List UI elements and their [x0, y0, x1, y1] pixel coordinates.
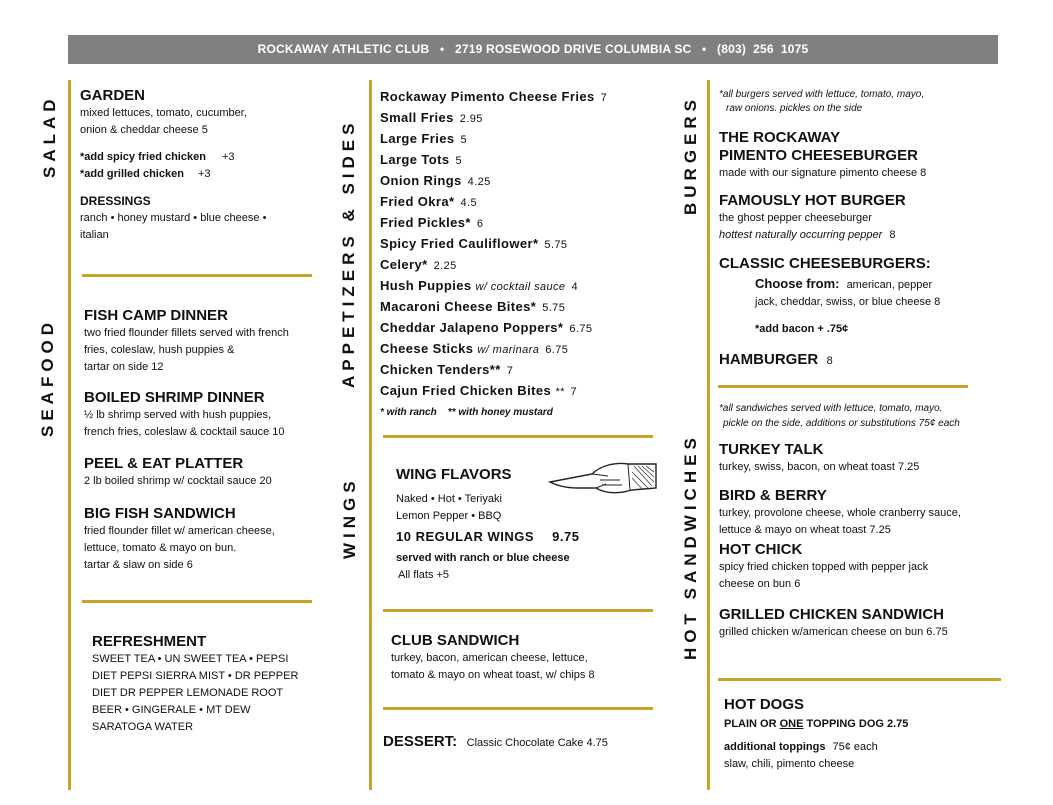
appetizer-item — [380, 276, 670, 297]
shrimp-title: BOILED SHRIMP DINNER — [84, 389, 265, 406]
appetizer-item — [380, 171, 670, 192]
pointing-hand-icon — [548, 452, 658, 498]
appetizer-item — [380, 87, 670, 108]
divider-seafood-refresh — [82, 600, 312, 603]
appetizer-price: 4.5 — [460, 197, 477, 209]
classic-choose: jack, cheddar, swiss, or blue cheese 8 — [755, 296, 941, 308]
refreshment-line: DIET DR PEPPER LEMONADE ROOT — [92, 687, 284, 699]
divider-vertical-2 — [369, 80, 372, 790]
rockaway-title: THE ROCKAWAY — [719, 129, 841, 146]
plain-one: ONE — [779, 718, 804, 730]
appetizer-item — [380, 339, 670, 360]
dessert-desc: Classic Chocolate Cake 4.75 — [466, 737, 608, 749]
plain-post: TOPPING DOG 2.75 — [803, 718, 909, 730]
divider-salad-seafood — [82, 274, 312, 277]
appetizer-item — [380, 234, 670, 255]
appetizer-item — [380, 381, 670, 402]
add-chicken-price: +3 — [222, 151, 235, 163]
appetizer-name: Fried Okra* — [380, 194, 455, 209]
appetizer-price: 2.25 — [433, 260, 457, 272]
section-label-hot-sandwiches: HOT SANDWICHES — [681, 433, 700, 660]
appetizer-name: Hush Puppies — [380, 278, 472, 293]
appetizer-item — [380, 318, 670, 339]
refreshment-line: SARATOGA WATER — [92, 721, 194, 733]
wings-flats: All flats +5 — [398, 569, 450, 581]
sandwiches-note: *all sandwiches served with lettuce, tomato, mayo. — [719, 403, 943, 414]
appetizer-price: 5 — [455, 155, 463, 167]
refreshment-line: SWEET TEA • UN SWEET TEA • PEPSI — [92, 653, 289, 665]
appetizer-name: Small Fries — [380, 110, 454, 125]
classic-choose — [755, 275, 1009, 294]
shrimp-desc: french fries, coleslaw & cocktail sauce 10 — [84, 426, 285, 438]
divider-wings-club — [383, 609, 653, 612]
hamburger-row — [719, 351, 1009, 370]
appetizer-price: 4 — [571, 281, 578, 293]
fish-camp-desc: fries, coleslaw, hush puppies & — [84, 344, 235, 356]
choose-label: Choose from: — [755, 276, 840, 291]
famous-title: FAMOUSLY HOT BURGER — [719, 192, 906, 209]
hot-dogs-plain — [724, 716, 994, 733]
appetizer-item — [380, 360, 670, 381]
famous-desc-note: hottest naturally occurring pepper — [719, 229, 883, 241]
appetizer-name: Fried Pickles* — [380, 215, 471, 230]
regular-wings-label: 10 REGULAR WINGS — [396, 529, 535, 544]
burgers-section — [719, 88, 1009, 370]
bigfish-desc: lettuce, tomato & mayo on bun. — [84, 542, 237, 554]
bird-title: BIRD & BERRY — [719, 487, 827, 504]
dressings-list: ranch • honey mustard • blue cheese • — [80, 212, 267, 224]
appetizer-price: 7 — [506, 365, 514, 377]
wings-served: served with ranch or blue cheese — [396, 552, 570, 564]
appetizer-price: 6 — [476, 218, 484, 230]
appetizers-footnote: * with ranch ** with honey mustard — [380, 407, 553, 418]
garden-desc: onion & cheddar cheese 5 — [80, 124, 208, 136]
additional-label: additional toppings — [724, 741, 826, 753]
appetizer-name: Cheese Sticks — [380, 341, 474, 356]
divider-vertical-3 — [707, 80, 710, 790]
sandwiches-note: pickle on the side, additions or substitutions 75¢ each — [723, 418, 960, 429]
bird-desc: lettuce & mayo on wheat toast 7.25 — [719, 524, 891, 536]
chick-desc: spicy fried chicken topped with pepper jack — [719, 561, 929, 573]
dessert-title: DESSERT: — [383, 733, 458, 750]
shrimp-desc: ½ lb shrimp served with hush puppies, — [84, 409, 272, 421]
fish-camp-desc: tartar on side 12 — [84, 361, 164, 373]
divider-club-dessert — [383, 707, 653, 710]
wing-flavors-list: Naked • Hot • Teriyaki — [396, 493, 502, 505]
add-grilled — [80, 166, 320, 183]
refreshment-line: BEER • GINGERALE • MT DEW — [92, 704, 251, 716]
wing-flavors-list: Lemon Pepper • BBQ — [396, 510, 502, 522]
hot-dogs-additional — [724, 739, 994, 756]
appetizer-price: 4.25 — [467, 176, 491, 188]
regular-wings-price: 9.75 — [552, 529, 580, 544]
club-title: CLUB SANDWICH — [391, 632, 520, 649]
section-label-seafood: SEAFOOD — [38, 317, 57, 437]
plain-pre: PLAIN OR — [724, 718, 780, 730]
appetizer-name: Spicy Fried Cauliflower* — [380, 236, 539, 251]
divider-sandwiches-hotdogs — [718, 678, 1001, 681]
add-chicken — [80, 149, 320, 166]
appetizer-price: 5.75 — [544, 239, 568, 251]
club-desc: tomato & mayo on wheat toast, w/ chips 8 — [391, 669, 595, 681]
bird-desc: turkey, provolone cheese, whole cranberry sauce, — [719, 507, 961, 519]
peel-title: PEEL & EAT PLATTER — [84, 455, 244, 472]
appetizers-list — [380, 87, 670, 402]
divider-vertical-1 — [68, 80, 71, 790]
famous-desc — [719, 227, 1009, 244]
refreshment-title: REFRESHMENT — [92, 633, 207, 650]
section-label-salad: SALAD — [40, 94, 59, 178]
appetizer-item — [380, 108, 670, 129]
appetizer-name: Onion Rings — [380, 173, 462, 188]
add-grilled-price: +3 — [198, 168, 211, 180]
appetizer-item — [380, 297, 670, 318]
divider-apps-wings — [383, 435, 653, 438]
appetizer-item — [380, 255, 670, 276]
appetizer-item — [380, 129, 670, 150]
classic-title: CLASSIC CHEESEBURGERS: — [719, 255, 931, 272]
appetizer-name: Rockaway Pimento Cheese Fries — [380, 89, 595, 104]
dessert-section — [383, 733, 663, 752]
seafood-section — [84, 307, 329, 574]
additional-list: slaw, chili, pimento cheese — [724, 758, 855, 770]
appetizer-price: 7 — [570, 386, 577, 398]
chick-desc: cheese on bun 6 — [719, 578, 801, 590]
hamburger-title: HAMBURGER — [719, 351, 819, 368]
section-label-appetizers: APPETIZERS & SIDES — [339, 118, 358, 388]
hot-sandwiches-section — [719, 401, 1009, 641]
regular-wings — [396, 529, 666, 544]
appetizer-price: 6.75 — [569, 323, 593, 335]
appetizer-price: 5 — [460, 134, 468, 146]
burgers-note: *all burgers served with lettuce, tomato, mayo, — [719, 89, 925, 100]
wing-flavors-title: WING FLAVORS — [396, 466, 512, 483]
bigfish-title: BIG FISH SANDWICH — [84, 505, 236, 522]
garden-title: GARDEN — [80, 87, 146, 104]
fish-camp-desc: two fried flounder fillets served with french — [84, 327, 289, 339]
salad-section — [80, 87, 320, 244]
additional-price: 75¢ each — [832, 741, 878, 753]
appetizer-name: Cajun Fried Chicken Bites — [380, 383, 552, 398]
section-label-burgers: BURGERS — [681, 94, 700, 215]
appetizer-name: Chicken Tenders** — [380, 362, 501, 377]
peel-desc: 2 lb boiled shrimp w/ cocktail sauce 20 — [84, 475, 272, 487]
appetizer-note: w/ marinara — [477, 344, 540, 356]
appetizer-item — [380, 150, 670, 171]
add-grilled-label: *add grilled chicken — [80, 168, 184, 180]
grilled-desc: grilled chicken w/american cheese on bun 6.75 — [719, 626, 948, 638]
fish-camp-title: FISH CAMP DINNER — [84, 307, 228, 324]
appetizer-item — [380, 192, 670, 213]
famous-desc: the ghost pepper cheeseburger — [719, 212, 872, 224]
bigfish-desc: fried flounder fillet w/ american cheese, — [84, 525, 275, 537]
burgers-note: raw onions. pickles on the side — [726, 103, 863, 114]
appetizer-name: Large Tots — [380, 152, 450, 167]
garden-desc: mixed lettuces, tomato, cucumber, — [80, 107, 247, 119]
appetizer-price: 2.95 — [459, 113, 483, 125]
bigfish-desc: tartar & slaw on side 6 — [84, 559, 193, 571]
appetizer-note: w/ cocktail sauce — [475, 281, 566, 293]
turkey-title: TURKEY TALK — [719, 441, 824, 458]
club-desc: turkey, bacon, american cheese, lettuce, — [391, 652, 588, 664]
section-label-wings: WINGS — [340, 476, 359, 559]
appetizer-price: 7 — [600, 92, 608, 104]
refreshment-section — [92, 633, 322, 736]
appetizer-note: ** — [555, 386, 565, 398]
appetizer-name: Macaroni Cheese Bites* — [380, 299, 537, 314]
header-bar — [68, 35, 998, 64]
header-text: ROCKAWAY ATHLETIC CLUB • 2719 ROSEWOOD DRIVE COLUMBIA SC • (803) 256 1075 — [257, 42, 809, 56]
appetizer-name: Celery* — [380, 257, 428, 272]
appetizer-price: 6.75 — [545, 344, 569, 356]
turkey-desc: turkey, swiss, bacon, on wheat toast 7.25 — [719, 461, 920, 473]
add-chicken-label: *add spicy fried chicken — [80, 151, 206, 163]
rockaway-desc: made with our signature pimento cheese 8 — [719, 167, 927, 179]
divider-burgers-sandwiches — [718, 385, 968, 388]
hamburger-price: 8 — [826, 355, 833, 367]
hot-dogs-title: HOT DOGS — [724, 696, 805, 713]
appetizers-section — [380, 87, 670, 421]
dressings-title: DRESSINGS — [80, 194, 151, 208]
appetizer-price: 5.75 — [542, 302, 566, 314]
appetizer-name: Cheddar Jalapeno Poppers* — [380, 320, 564, 335]
chick-title: HOT CHICK — [719, 541, 803, 558]
famous-price: 8 — [889, 229, 896, 241]
dressings-list: italian — [80, 229, 109, 241]
refreshment-line: DIET PEPSI SIERRA MIST • DR PEPPER — [92, 670, 299, 682]
club-section — [391, 632, 656, 684]
add-bacon: *add bacon + .75¢ — [755, 323, 849, 335]
hot-dogs-section — [724, 696, 994, 773]
choose-list: american, pepper — [846, 279, 933, 291]
rockaway-title: PIMENTO CHEESEBURGER — [719, 147, 918, 164]
appetizer-item — [380, 213, 670, 234]
grilled-title: GRILLED CHICKEN SANDWICH — [719, 606, 944, 623]
appetizer-name: Large Fries — [380, 131, 455, 146]
